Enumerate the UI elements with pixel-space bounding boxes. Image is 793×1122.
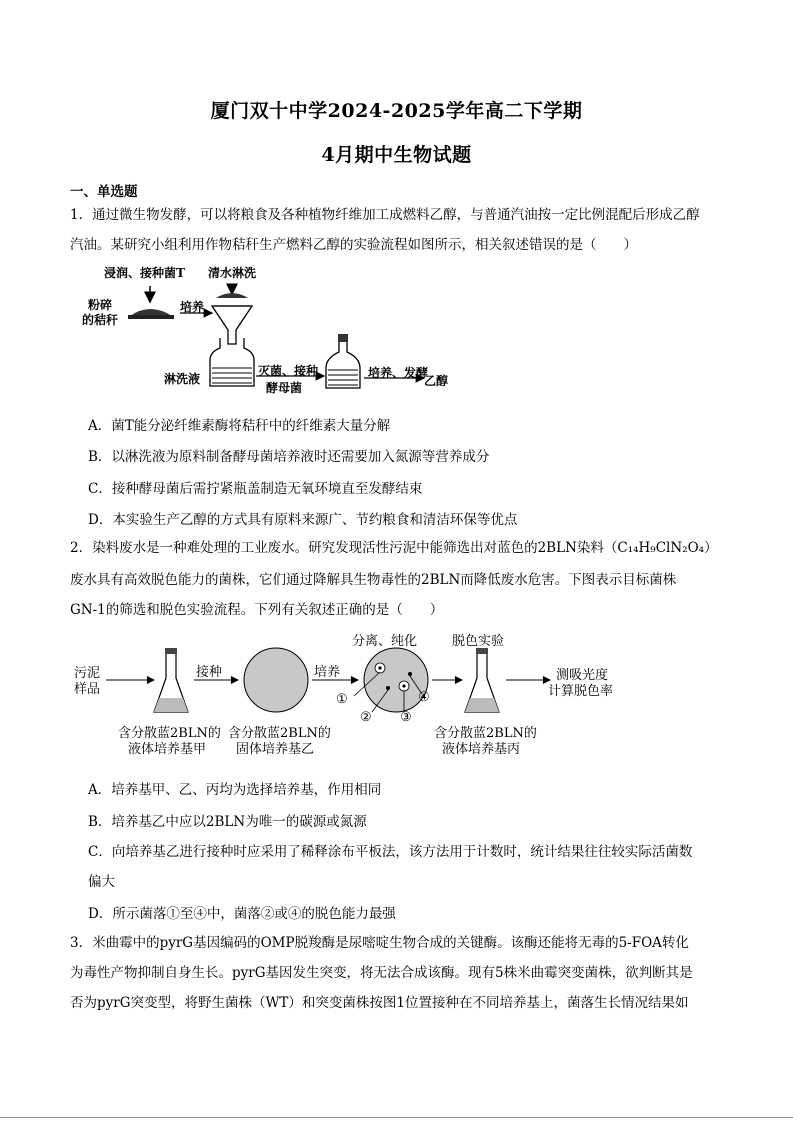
rinse-label: 清水淋洗 — [208, 266, 257, 280]
colony-4-icon — [408, 672, 412, 676]
sludge-label-2: 样品 — [74, 682, 101, 697]
straw-pile-icon — [130, 309, 172, 316]
q1-figure — [80, 268, 460, 398]
sterilize-label-2: 酵母菌 — [266, 381, 303, 395]
measure-label-2: 计算脱色率 — [548, 684, 614, 699]
culture-label: 培养 — [180, 300, 205, 314]
q2-stem-line1: 2．染料废水是一种难处理的工业废水。研究发现活性污泥中能筛选出对蓝色的2BLN染料（C₁₄H₉ClN₂O₄） — [70, 540, 718, 556]
q2-stem-line2: 废水具有高效脱色能力的菌株，它们通过降解具生物毒性的2BLN而降低废水危害。下图表示目标菌株 — [70, 572, 677, 588]
eluate-label: 淋洗液 — [164, 372, 201, 386]
colony-1-label: ① — [336, 692, 348, 707]
sterilize-label-1: 灭菌、接种 — [258, 364, 319, 378]
q3-stem-line1: 3．米曲霉中的pyrG基因编码的OMP脱羧酶是尿嘧啶生物合成的关键酶。该酶还能将无毒的5-FOA转化 — [70, 935, 689, 951]
medium-b-label-1: 含分散蓝2BLN的 — [228, 726, 331, 741]
medium-c-label-2: 液体培养基丙 — [442, 742, 521, 757]
straw-tray-icon — [128, 315, 174, 319]
q2-figure — [70, 628, 710, 758]
q3-stem-line3: 否为pyrG突变型，将野生菌株（WT）和突变菌株按图1位置接种在不同培养基上，菌落生长情况结果如 — [70, 995, 689, 1011]
fermentation-bottle-icon — [326, 342, 360, 388]
q1-option-a[interactable]: A．菌T能分泌纤维素酶将秸秆中的纤维素大量分解 — [88, 418, 391, 434]
colony-2-label: ② — [360, 710, 372, 725]
crushed-label-1: 粉碎 — [88, 298, 113, 312]
bottle-cap-icon — [338, 334, 348, 342]
soak-label: 浸润、接种菌T — [104, 266, 185, 280]
q2-option-c-cont: 偏大 — [88, 874, 115, 890]
q2-option-b[interactable]: B．培养基乙中应以2BLN为唯一的碳源或氮源 — [88, 814, 367, 830]
inoculate-label: 接种 — [196, 665, 223, 680]
q2-stem-line3: GN-1的筛选和脱色实验流程。下列有关叙述正确的是（ ） — [70, 602, 444, 618]
funnel-icon — [212, 306, 252, 344]
page-title: 厦门双十中学2024-2025学年高二下学期 — [210, 100, 583, 122]
sludge-label-1: 污泥 — [74, 666, 101, 681]
ethanol-label: 乙醇 — [424, 374, 449, 388]
page-bottom-rule — [0, 1117, 793, 1118]
q2-option-c[interactable]: C．向培养基乙进行接种时应采用了稀释涂布平板法，该方法用于计数时，统计结果往往较实际活菌数 — [88, 844, 693, 860]
measure-label-1: 测吸光度 — [556, 668, 609, 683]
plate-b-icon — [244, 648, 308, 712]
ferment-label: 培养、发酵 — [368, 366, 429, 380]
medium-c-label-1: 含分散蓝2BLN的 — [434, 726, 537, 741]
flask-a-liquid — [154, 698, 188, 712]
flask-c-liquid — [465, 698, 499, 712]
decolor-label: 脱色实验 — [452, 634, 505, 649]
q1-stem-line1: 1．通过微生物发酵，可以将粮食及各种植物纤维加工成燃料乙醇，与普通汽油按一定比例混配后形成乙醇 — [70, 207, 700, 223]
colony-2-icon — [386, 686, 390, 690]
q1-option-c[interactable]: C．接种酵母菌后需拧紧瓶盖制造无氧环境直至发酵结束 — [88, 481, 423, 497]
funnel-straw-icon — [216, 293, 248, 298]
crushed-label-2: 的秸秆 — [82, 313, 119, 327]
collection-flask-icon — [210, 338, 254, 386]
medium-a-label-1: 含分散蓝2BLN的 — [118, 726, 221, 741]
q1-option-d[interactable]: D．本实验生产乙醇的方式具有原料来源广、节约粮食和清洁环保等优点 — [88, 512, 518, 528]
separate-label: 分离、纯化 — [352, 634, 418, 649]
q3-stem-line2: 为毒性产物抑制自身生长。pyrG基因发生突变，将无法合成该酶。现有5株米曲霉突变菌株，欲判断其是 — [70, 965, 693, 981]
section-heading: 一、单选题 — [70, 184, 138, 200]
page-subtitle: 4月期中生物试题 — [321, 144, 472, 166]
colony-3-label: ③ — [400, 710, 412, 725]
q2-option-d[interactable]: D．所示菌落①至④中，菌落②或④的脱色能力最强 — [88, 906, 396, 922]
medium-b-label-2: 固体培养基乙 — [236, 742, 315, 757]
q1-stem-line2: 汽油。某研究小组利用作物秸秆生产燃料乙醇的实验流程如图所示，相关叙述错误的是（ ） — [70, 237, 637, 253]
flask-a-cap-icon — [165, 648, 177, 654]
culture-label-2: 培养 — [314, 665, 341, 680]
q1-option-b[interactable]: B．以淋洗液为原料制备酵母菌培养液时还需要加入氮源等营养成分 — [88, 449, 490, 465]
medium-a-label-2: 液体培养基甲 — [128, 742, 207, 757]
colony-4-label: ④ — [418, 690, 430, 705]
q2-option-a[interactable]: A．培养基甲、乙、丙均为选择培养基，作用相同 — [88, 782, 382, 798]
